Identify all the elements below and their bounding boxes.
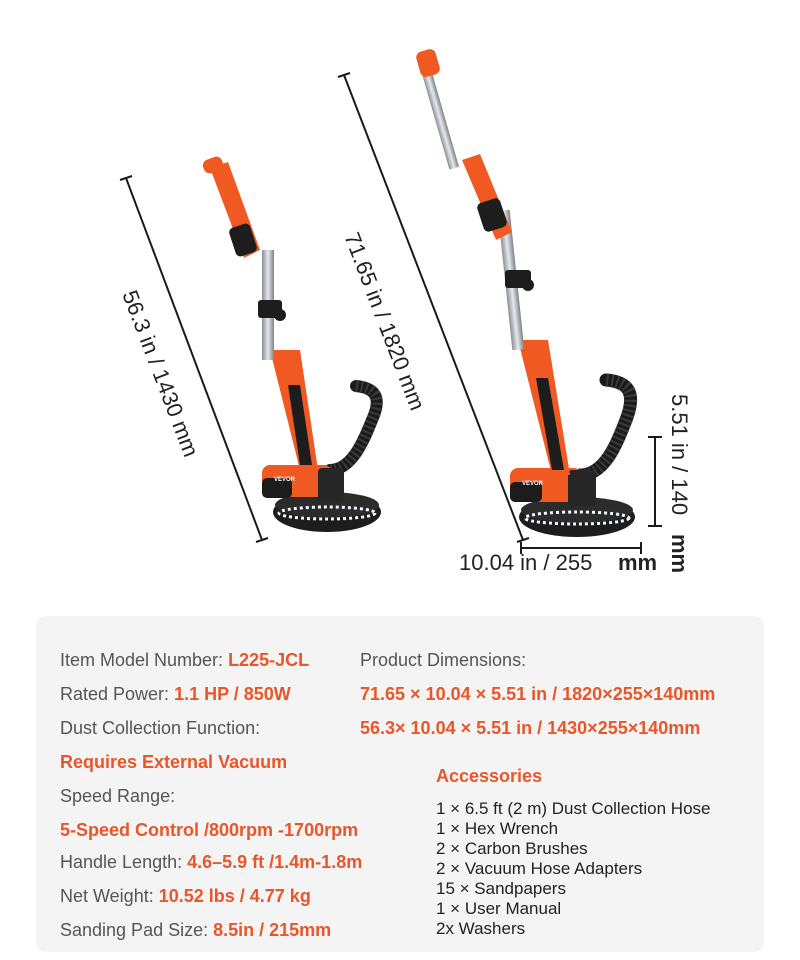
accessory-item: 2 × Carbon Brushes — [436, 839, 588, 858]
svg-text:mm: mm — [667, 534, 692, 574]
spec-pad-label: Sanding Pad Size: — [60, 920, 214, 940]
spec-dust-value: Requires External Vacuum — [60, 752, 288, 772]
spec-model — [60, 650, 309, 671]
spec-model-label: Item Model Number: — [60, 650, 229, 670]
specifications-card — [36, 616, 764, 952]
product-dimensions-short: 56.3× 10.04 × 5.51 in / 1430×255×140mm — [360, 718, 701, 738]
pad-width-label — [459, 550, 657, 575]
height-label-tall: 71.65 in / 1820 mm — [339, 228, 431, 414]
spec-weight — [60, 886, 311, 907]
svg-text:5.51 in / 140: 5.51 in / 140 — [667, 394, 692, 516]
spec-pad-value: 8.5in / 215mm — [213, 920, 332, 940]
spec-speed-value: 5-Speed Control /800rpm -1700rpm — [60, 820, 359, 840]
svg-text:mm: mm — [618, 550, 658, 575]
accessory-item: 2 × Vacuum Hose Adapters — [436, 859, 643, 878]
spec-model-value: L225-JCL — [228, 650, 310, 670]
accessory-item: 15 × Sandpapers — [436, 879, 566, 898]
spec-weight-value: 10.52 lbs / 4.77 kg — [158, 886, 311, 906]
height-label-short: 56.3 in / 1430 mm — [117, 286, 204, 461]
product-dimensions-label: Product Dimensions: — [360, 650, 527, 670]
svg-text:10.04 in / 255: 10.04 in / 255 — [459, 550, 593, 575]
svg-text:VEVOR: VEVOR — [522, 481, 544, 487]
pad-height-label — [667, 394, 692, 573]
spec-dust-label: Dust Collection Function: — [60, 718, 261, 738]
spec-speed-label: Speed Range: — [60, 786, 176, 806]
accessory-item: 1 × User Manual — [436, 899, 562, 918]
svg-text:VEVOR: VEVOR — [274, 477, 296, 483]
accessories-title: Accessories — [436, 766, 543, 786]
sander-short — [201, 155, 381, 532]
spec-power-label: Rated Power: — [60, 684, 175, 704]
spec-pad — [60, 920, 331, 941]
spec-power — [60, 684, 291, 705]
spec-power-value: 1.1 HP / 850W — [174, 684, 291, 704]
spec-handle-value: 4.6–5.9 ft /1.4m-1.8m — [187, 852, 363, 872]
product-dimensions-tall: 71.65 × 10.04 × 5.51 in / 1820×255×140mm — [360, 684, 716, 704]
accessory-item: 2x Washers — [436, 919, 526, 938]
spec-handle-label: Handle Length: — [60, 852, 188, 872]
spec-weight-label: Net Weight: — [60, 886, 159, 906]
accessory-item: 1 × Hex Wrench — [436, 819, 559, 838]
accessory-item: 1 × 6.5 ft (2 m) Dust Collection Hose — [436, 799, 711, 818]
sander-tall — [415, 48, 635, 537]
spec-handle — [60, 852, 362, 873]
